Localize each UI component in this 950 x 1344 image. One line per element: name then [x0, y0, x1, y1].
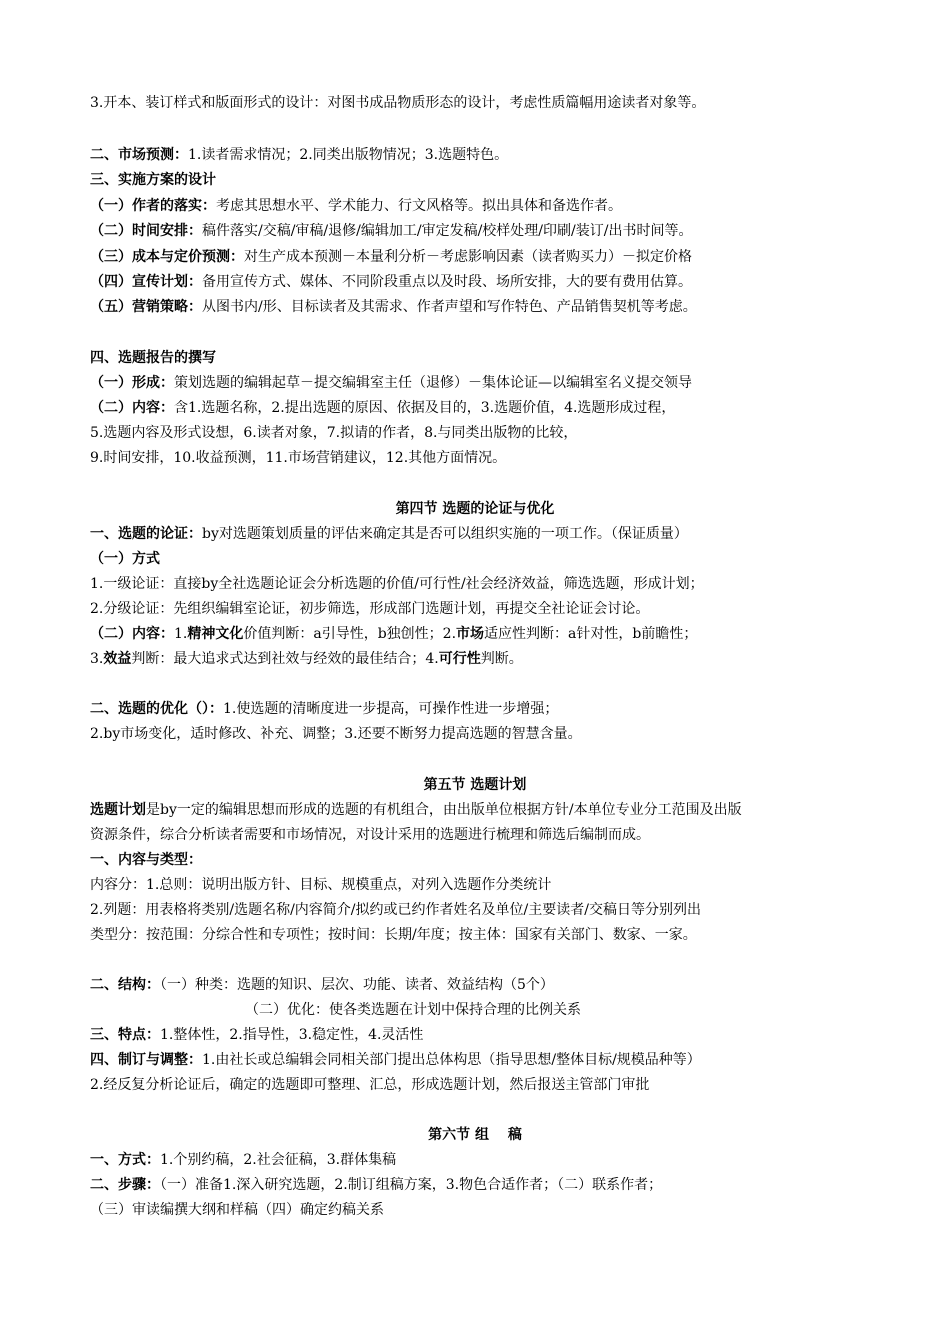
- text-line: [90, 145, 508, 165]
- heading-features: 三、特点：: [90, 1027, 160, 1043]
- emphasis: 市场: [456, 626, 485, 642]
- term: 选题计划: [90, 802, 146, 818]
- text-line: [90, 297, 697, 317]
- subheading: （二）内容：: [90, 626, 174, 642]
- text-line: 5.选题内容及形式设想，6.读者对象，7.拟请的作者，8.与同类出版物的比较，: [90, 425, 578, 441]
- text-line: 9.时间安排，10.收益预测，11.市场营销建议，12.其他方面情况。: [90, 450, 507, 466]
- line-text: 1.个别约稿，2.社会征稿，3.群体集稿: [160, 1152, 397, 1168]
- line-text: 考虑其思想水平、学术能力、行文风格等。拟出具体和备选作者。: [216, 198, 622, 214]
- text-line: [90, 800, 742, 820]
- line-text: 1.整体性，2.指导性，3.稳定性，4.灵活性: [160, 1027, 424, 1043]
- line-text: 是by一定的编辑思想而形成的选题的有机组合，由出版单位根据方针/本单位专业分工范围及出版: [146, 802, 742, 818]
- text-line: 3.开本、装订样式和版面形式的设计：对图书成品物质形态的设计，考虑性质篇幅用途读者对象等。: [90, 95, 706, 111]
- subheading: （一）作者的落实：: [90, 198, 216, 214]
- text-line: 2.列题：用表格将类别/选题名称/内容简介/拟约或已约作者姓名及单位/主要读者/交稿日等分别列出: [90, 902, 701, 918]
- section-title: 第四节 选题的论证与优化: [395, 501, 555, 517]
- text-line: [90, 649, 523, 669]
- heading-formulation: 四、制订与调整：: [90, 1052, 202, 1068]
- heading-methods: 一、方式：: [90, 1152, 160, 1168]
- line-text: 策划选题的编辑起草－提交编辑室主任（退修）－集体论证—以编辑室名义提交领导: [174, 375, 692, 391]
- subheading: （一）形成：: [90, 375, 174, 391]
- subheading: （三）成本与定价预测：: [90, 249, 244, 265]
- line-text: 3.: [90, 651, 104, 667]
- text-line: [90, 247, 692, 267]
- text-line: [90, 1150, 396, 1170]
- line-text: 判断：最大追求式达到社效与经效的最佳结合；4.: [131, 651, 439, 667]
- line-text: 1.读者需求情况；2.同类出版物情况；3.选题特色。: [188, 147, 509, 163]
- text-line: [90, 398, 675, 418]
- subheading: （五）营销策略：: [90, 299, 202, 315]
- emphasis: 精神文化: [187, 626, 244, 642]
- heading-optimization: 二、选题的优化（）：: [90, 701, 223, 717]
- emphasis: 可行性: [438, 651, 481, 667]
- heading-market-forecast: 二、市场预测：: [90, 147, 188, 163]
- section-title: 第五节 选题计划: [423, 777, 527, 793]
- line-text: 从图书内/形、目标读者及其需求、作者声望和写作特色、产品销售契机等考虑。: [202, 299, 697, 315]
- text-line: 2.分级论证：先组织编辑室论证，初步筛选，形成部门选题计划，再提交全社论证会讨论。: [90, 601, 650, 617]
- text-line: [90, 524, 688, 544]
- text-line: 资源条件，综合分析读者需要和市场情况，对设计采用的选题进行梳理和筛选后编制而成。: [90, 827, 650, 843]
- line-text: （一）种类：选题的知识、层次、功能、读者、效益结构（5个）: [160, 977, 554, 993]
- text-line: [90, 1050, 701, 1070]
- text-line: [90, 196, 622, 216]
- line-text: 备用宣传方式、媒体、不同阶段重点以及时段、场所安排，大的要有费用估算。: [202, 274, 692, 290]
- text-line: 类型分：按范围：分综合性和专项性；按时间：长期/年度；按主体：国家有关部门、数家、一家。: [90, 927, 697, 943]
- heading-steps: 二、步骤：: [90, 1177, 160, 1193]
- subheading: （四）宣传计划：: [90, 274, 202, 290]
- heading-content-types: 一、内容与类型：: [90, 852, 202, 868]
- line-text: 含1.选题名称，2.提出选题的原因、依据及目的，3.选题价值，4.选题形成过程，: [174, 400, 676, 416]
- text-line: 1.一级论证：直接by全社选题论证会分析选题的价值/可行性/社会经济效益，筛选选题，形成计划；: [90, 576, 704, 592]
- line-text: 判断。: [480, 651, 523, 667]
- line-text: 对生产成本预测－本量利分析－考虑影响因素（读者购买力）－拟定价格: [244, 249, 692, 265]
- line-text: 1.由社长或总编辑会同相关部门提出总体构思（指导思想/整体目标/规模品种等）: [202, 1052, 701, 1068]
- line-text: 1.: [174, 626, 188, 642]
- text-line: （三）审读编撰大纲和样稿（四）确定约稿关系: [90, 1202, 384, 1218]
- heading-implementation-plan: 三、实施方案的设计: [90, 172, 216, 188]
- text-line: [90, 624, 697, 644]
- line-text: by对选题策划质量的评估来确定其是否可以组织实施的一项工作。（保证质量）: [202, 526, 688, 542]
- emphasis: 效益: [103, 651, 132, 667]
- text-line: （二）优化：使各类选题在计划中保持合理的比例关系: [245, 1002, 581, 1018]
- section-title: 第六节 组 稿: [428, 1127, 522, 1143]
- heading-structure: 二、结构：: [90, 977, 160, 993]
- text-line: 2.经反复分析论证后，确定的选题即可整理、汇总，形成选题计划，然后报送主管部门审批: [90, 1077, 650, 1093]
- heading-argumentation: 一、选题的论证：: [90, 526, 202, 542]
- text-line: [90, 221, 692, 241]
- line-text: 1.使选题的清晰度进一步提高，可操作性进一步增强；: [223, 701, 559, 717]
- text-line: [90, 272, 692, 292]
- text-line: [90, 975, 554, 995]
- text-line: 2.by市场变化，适时修改、补充、调整；3.还要不断努力提高选题的智慧含量。: [90, 726, 582, 742]
- text-line: [90, 1025, 423, 1045]
- text-line: 内容分：1.总则：说明出版方针、目标、规模重点，对列入选题作分类统计: [90, 877, 552, 893]
- text-line: [90, 699, 558, 719]
- line-text: 适应性判断：a针对性，b前瞻性；: [484, 626, 698, 642]
- line-text: （一）准备1.深入研究选题，2.制订组稿方案，3.物色合适作者；（二）联系作者；: [160, 1177, 663, 1193]
- subheading: （二）时间安排：: [90, 223, 202, 239]
- heading-report-writing: 四、选题报告的撰写: [90, 350, 216, 366]
- subheading: （二）内容：: [90, 400, 174, 416]
- line-text: 稿件落实/交稿/审稿/退修/编辑加工/审定发稿/校样处理/印刷/装订/出书时间等。: [202, 223, 693, 239]
- text-line: [90, 1175, 662, 1195]
- subheading: （一）方式: [90, 551, 160, 567]
- text-line: [90, 373, 692, 393]
- line-text: 价值判断：a引导性，b独创性；2.: [243, 626, 457, 642]
